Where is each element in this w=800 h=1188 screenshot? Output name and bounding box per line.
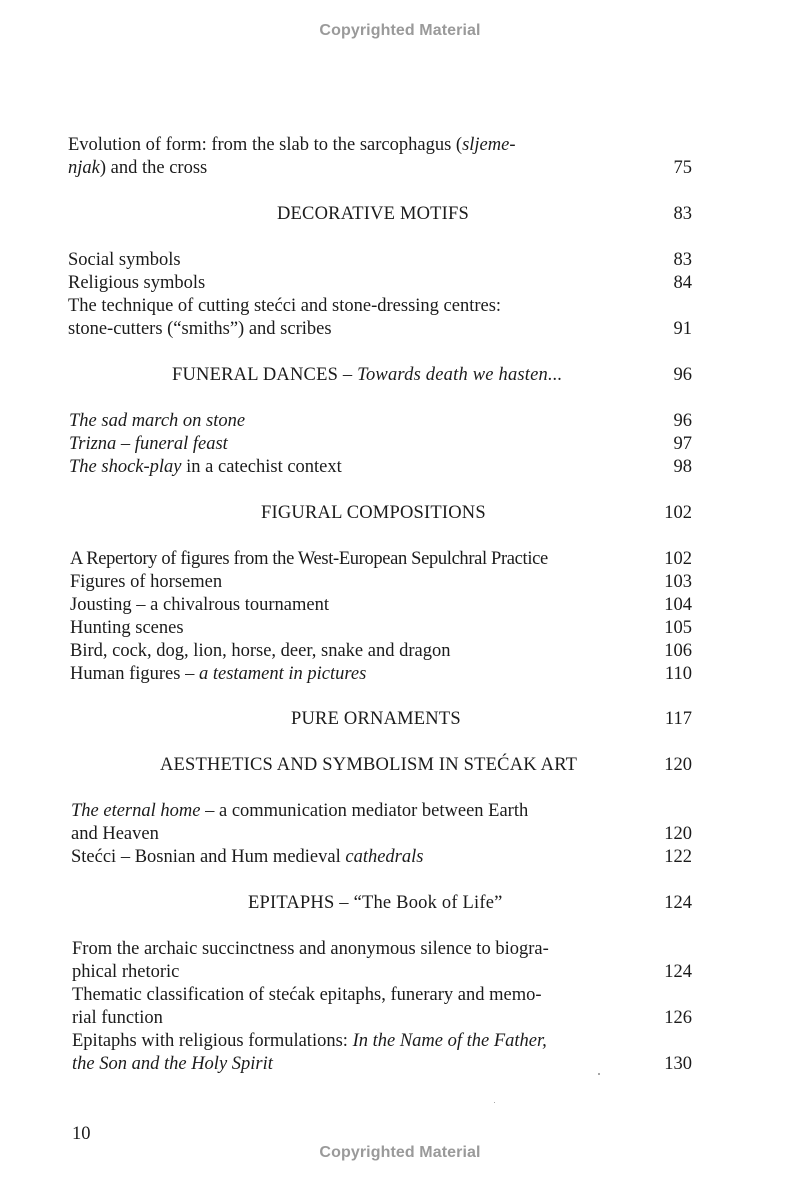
toc-entry-stecci-cathedrals xyxy=(71,846,423,869)
section-heading-figural: FIGURAL COMPOSITIONS xyxy=(261,503,486,523)
entry-italic: Trizna – funeral feast xyxy=(69,434,228,454)
entry-italic: The eternal home xyxy=(71,801,201,821)
heading-italic: Towards death we hasten... xyxy=(357,365,563,385)
section-heading-decorative: DECORATIVE MOTIFS xyxy=(277,204,470,224)
page-number: 110 xyxy=(664,664,692,684)
entry-text: Human figures – xyxy=(70,664,199,684)
page-number: 83 xyxy=(673,250,692,270)
page-number: 102 xyxy=(664,549,692,569)
page-number: 102 xyxy=(664,503,692,523)
copyright-watermark-top: Copyrighted Material xyxy=(319,22,481,39)
page-number: 122 xyxy=(664,847,692,867)
toc-entry-evolution xyxy=(68,134,584,180)
entry-text: stone-cutters (“smiths”) and scribes xyxy=(68,319,332,339)
entry-text: rial function xyxy=(72,1008,163,1028)
page-number: 117 xyxy=(664,709,692,729)
page-number: 130 xyxy=(664,1054,692,1074)
entry-italic: The sad march on stone xyxy=(69,411,246,431)
entry-italic: njak xyxy=(68,158,100,178)
entry-text: Stećci – Bosnian and Hum medieval xyxy=(71,847,346,867)
toc-entry-eternal-home xyxy=(71,800,528,846)
entry-italic: the Son and the Holy Spirit xyxy=(72,1054,273,1074)
toc-entry-technique xyxy=(68,295,584,341)
page-number: 105 xyxy=(664,618,692,638)
entry-text: – a communication mediator between Earth xyxy=(200,801,529,821)
entry-italic: The shock-play xyxy=(69,457,182,477)
page-number: 84 xyxy=(673,273,692,293)
toc-entry-sad-march xyxy=(69,410,245,433)
page-number: 96 xyxy=(673,411,692,431)
page-number: 91 xyxy=(673,319,692,339)
toc-entry-hunting: Hunting scenes xyxy=(70,618,184,638)
toc-entry-human-figures xyxy=(70,663,366,686)
page-number: 124 xyxy=(664,893,692,913)
toc-entry-trizna xyxy=(69,433,228,456)
heading-text: FUNERAL DANCES – xyxy=(172,365,358,385)
page-number: 106 xyxy=(664,641,692,661)
toc-entry-social-symbols: Social symbols xyxy=(68,250,181,270)
toc-entry-jousting: Jousting – a chivalrous tournament xyxy=(70,595,329,615)
page-number: 96 xyxy=(673,365,692,385)
page-number: 104 xyxy=(664,595,692,615)
toc-entry-thematic xyxy=(72,984,542,1030)
page-number: 97 xyxy=(673,434,692,454)
entry-text: The technique of cutting stećci and stone-dressing centres: xyxy=(68,296,502,316)
entry-text: in a catechist context xyxy=(181,457,342,477)
page-number: 98 xyxy=(673,457,692,477)
section-heading-pure-ornaments: PURE ORNAMENTS xyxy=(291,709,461,729)
entry-text: From the archaic succinctness and anonymous silence to biogra- xyxy=(72,939,549,959)
page-number: 83 xyxy=(673,204,692,224)
toc-entry-archaic xyxy=(72,938,588,984)
entry-italic: cathedrals xyxy=(345,847,424,867)
page-number: 126 xyxy=(664,1008,692,1028)
entry-italic: sljeme- xyxy=(462,135,516,155)
page-folio-number: 10 xyxy=(72,1124,91,1144)
section-heading-epitaphs: EPITAPHS – “The Book of Life” xyxy=(248,893,503,913)
entry-italic: In the Name of the Father, xyxy=(352,1031,547,1051)
entry-text: ) and the cross xyxy=(99,158,208,178)
page-number: 120 xyxy=(664,755,692,775)
scan-speck xyxy=(494,1102,495,1103)
toc-entry-shock-play xyxy=(69,456,342,479)
toc-entry-repertory: A Repertory of figures from the West-European Sepulchral Practice xyxy=(70,549,548,569)
toc-entry-religious-symbols: Religious symbols xyxy=(68,273,206,293)
section-heading-funeral-dances xyxy=(172,364,562,387)
entry-text: phical rhetoric xyxy=(72,962,180,982)
copyright-watermark-bottom: Copyrighted Material xyxy=(319,1144,481,1161)
toc-entry-horsemen: Figures of horsemen xyxy=(70,572,223,592)
section-heading-aesthetics: AESTHETICS AND SYMBOLISM IN STEĆAK ART xyxy=(160,755,578,775)
page-number: 120 xyxy=(664,824,692,844)
entry-text: Epitaphs with religious formulations: xyxy=(72,1031,353,1051)
scan-speck xyxy=(598,1073,600,1075)
page-number: 103 xyxy=(664,572,692,592)
page-number: 124 xyxy=(664,962,692,982)
toc-entry-religious-formulations xyxy=(72,1030,547,1076)
entry-text: and Heaven xyxy=(71,824,159,844)
entry-text: Evolution of form: from the slab to the sarcophagus ( xyxy=(68,135,463,155)
entry-text: Thematic classification of stećak epitaphs, funerary and memo- xyxy=(72,985,542,1005)
page-number: 75 xyxy=(673,158,692,178)
toc-entry-bird: Bird, cock, dog, lion, horse, deer, snake and dragon xyxy=(70,641,451,661)
entry-italic: a testament in pictures xyxy=(198,664,367,684)
